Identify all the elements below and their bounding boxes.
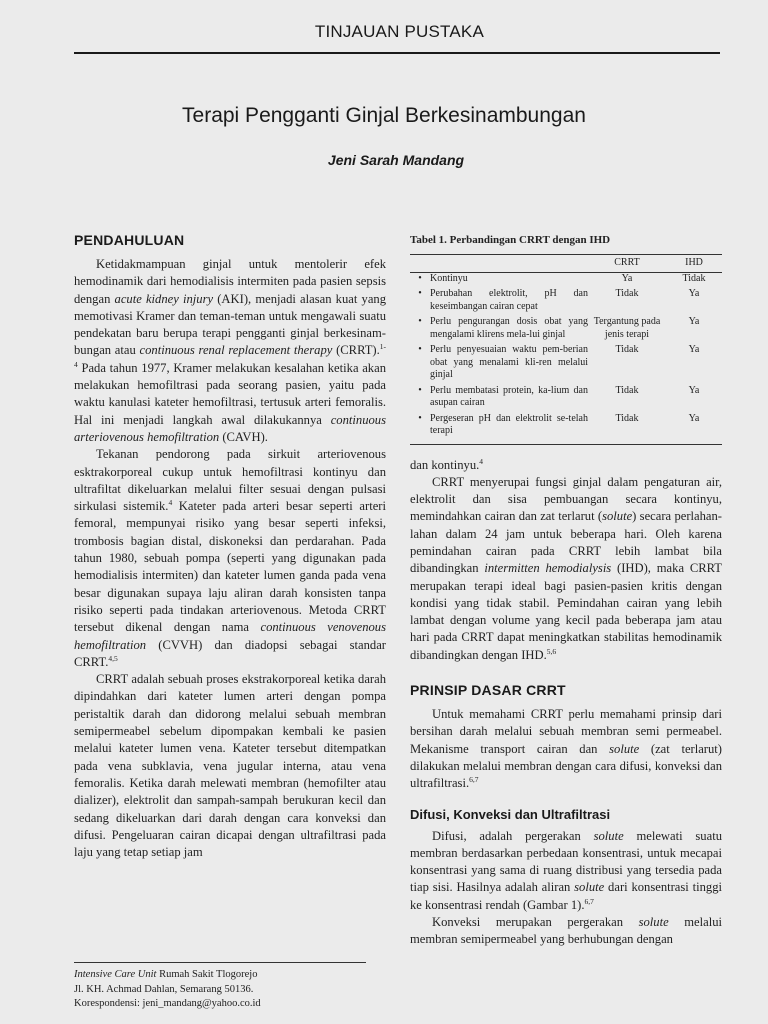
table-cell-crrt: Tidak — [615, 288, 639, 299]
table-row — [410, 385, 722, 413]
paragraph-konveksi: Konveksi merupakan pergerakan solute melalui membran semipermeabel yang berhubungan dengan — [410, 915, 722, 947]
citation: 4,5 — [108, 653, 118, 663]
table-cell-item — [410, 288, 588, 316]
right-column — [410, 232, 722, 949]
heading-prinsip: PRINSIP DASAR CRRT — [410, 682, 566, 699]
table-header-row — [410, 255, 722, 273]
citation: 1-4 — [74, 342, 386, 369]
table-caption: Tabel 1. Perbandingan CRRT dengan IHD — [410, 234, 611, 246]
left-column — [74, 232, 386, 861]
subheading-difusi: Difusi, Konveksi dan Ultrafiltrasi — [410, 806, 611, 822]
table-item-text: Kontinyu — [430, 272, 468, 284]
bullet-icon: • — [418, 384, 422, 396]
footnote-rule — [74, 962, 366, 963]
table-item-text: Perubahan elektrolit, pH dan keseimbangan cairan cepat — [430, 288, 588, 312]
table-row — [410, 288, 722, 316]
table-row — [410, 316, 722, 344]
table-cell-ihd: Ya — [688, 288, 700, 299]
bullet-icon: • — [418, 316, 422, 327]
table-cell-crrt: Tergantung pada jenis terapi — [593, 316, 661, 340]
bullet-icon: • — [418, 288, 422, 299]
heading-pendahuluan: PENDAHULUAN — [74, 232, 185, 248]
table-item-text: Perlu pengurangan dosis obat yang mengalami klirens mela-lui ginjal — [430, 316, 588, 340]
table-cell-crrt: Tidak — [615, 344, 639, 355]
bullet-icon: • — [418, 272, 422, 284]
paragraph-crrt-function: CRRT menyerupai fungsi ginjal dalam pengaturan air, elektrolit dan sisa pembuangan secara kontinyu, memindahkan cairan dan zat terlarut (solute) secara perlahan-lahan dalam 24 jam untuk beberapa hari. Oleh karena pemindahan cairan pada CRRT lebih lambat bila dibandingkan intermitten hemodialysis (IHD), maka CRRT merupakan terapi ideal bagi pasien-pasien kritis dengan kondisi yang tidak stabil. Pemindahan cairan yang lebih lambat dengan volume yang kecil pada beberapa jam atau hari pada CRRT dapat meningkatkan stabilitas hemodinamik dibandingkan dengan IHD.$^{5,6}$ — [410, 474, 722, 662]
comparison-table — [410, 254, 722, 445]
citation: 5,6 — [546, 646, 557, 656]
table-cell-item — [410, 344, 588, 385]
header-rule — [74, 52, 720, 54]
citation: 4 — [168, 497, 173, 507]
bullet-icon: • — [418, 412, 422, 424]
table-cell-item — [410, 413, 588, 445]
table-cell-ihd: Ya — [666, 413, 722, 445]
table-cell-item — [410, 316, 588, 344]
footnote-line-2: Jl. KH. Achmad Dahlan, Semarang 50136. — [74, 983, 254, 995]
table-cell-ihd: Ya — [688, 384, 700, 396]
paragraph-intro-2: Tekanan pendorong pada sirkuit arteriovenous esktrakorporeal cukup untuk hemofiltrasi kontinyu dan ultrafiltat dikeluarkan melalui filter sesuai dengan pulsasi sirkulasi sistemik.$^4$ Kateter pada arteri besar seperti arteri femoral, mempunyai risiko yang besar seperti infeksi, trombosis bagian distal, diskoneksi dan perdarahan. Pada tahun 1980, sebuah pompa (seperti yang digunakan pada hemodialisis intermiten) dan kateter lumen ganda pada vena besar digunakan supaya laju aliran darah konsisten tanpa risiko seperti pada tindakan arteriovenous. Metoda CRRT tersebut dikenal dengan nama continuous venovenous hemofiltration (CVVH) dan diadopsi sebagai standar CRRT.$^{4,5}$ — [74, 447, 386, 669]
table-cell-ihd: Tidak — [682, 272, 706, 284]
table-row — [410, 413, 722, 445]
table-cell-item — [410, 272, 588, 288]
table-cell-item — [410, 385, 588, 413]
paragraph-difusi: Difusi, adalah pergerakan solute melewati suatu membran berdasarkan perbedaan konsentrasi, untuk mecapai konsentrasi yang sama di ruang distribusi yang tersedia pada tiap sisi. Hasilnya adalah aliran solute dari konsentrasi tinggi ke konsentrasi rendah (Gambar 1).$^{6,7}$ — [410, 828, 722, 912]
bullet-icon: • — [418, 344, 422, 355]
footnote-line-3: Korespondensi: jeni_mandang@yahoo.co.id — [74, 998, 261, 1009]
table-item-text: Perlu membatasi protein, ka-lium dan asupan cairan — [430, 384, 588, 408]
table-cell-crrt: Tidak — [615, 384, 639, 396]
table-cell-crrt: Ya — [621, 272, 633, 284]
footnote-line-1: Intensive Care Unit Rumah Sakit Tlogorejo — [74, 969, 258, 980]
section-label: TINJAUAN PUSTAKA — [314, 22, 484, 41]
table-row — [410, 344, 722, 385]
col-header-crrt: CRRT — [588, 255, 666, 273]
paragraph-continued: dan kontinyu.$^4$ — [410, 456, 484, 472]
article-title: Terapi Pengganti Ginjal Berkesinambungan — [182, 104, 586, 127]
table-cell-crrt: Tidak — [588, 413, 666, 445]
article-author: Jeni Sarah Mandang — [327, 152, 465, 168]
paragraph-intro-3: CRRT adalah sebuah proses ekstrakorporeal ketika darah dipindahkan dari kateter lumen arteri dengan pompa peristaltik darah dan didorong melalui sebuah membran semipermeabel sebelum dipompakan kembali ke pasien melalui kateter lumen vena. Kateter tersebut ditempatkan pada vena subklavia, vena jugular interna, atau vena femoralis. Ketika darah melewati membran (hemofilter atau dializer), elektrolit dan sampah-sampah berukuran kecil dan sedang dikeluarkan dari darah dengan cara konveksi dan difusi. Pengeluaran cairan dicapai dengan ultrafiltrasi pada laju yang tetap setiap jam — [74, 672, 386, 860]
table-item-text: Pergeseran pH dan elektrolit se-telah terapi — [430, 412, 588, 436]
affiliation-footnote — [74, 968, 374, 1012]
citation: 4 — [479, 456, 484, 466]
citation: 6,7 — [584, 896, 594, 906]
paragraph-prinsip: Untuk memahami CRRT perlu memahami prinsip dari bersihan darah melalui sebuah membran semi permeabel. Mekanisme transport cairan dan solute (zat terlarut) dilakukan melalui membran dengan cara difusi, konveksi dan ultrafiltrasi.$^{6,7}$ — [410, 707, 722, 791]
table-cell-ihd: Ya — [688, 316, 700, 327]
table-cell-ihd: Ya — [688, 344, 700, 355]
paragraph-intro-1: Ketidakmampuan ginjal untuk mentolerir efek hemodinamik dari hemodialisis intermiten pada pasien sepsis dengan acute kidney injury (AKI), menjadi alasan kuat yang memotivasi Kramer dan teman-teman untuk mengawali suatu pendekatan baru berupa terapi pengganti ginjal berkesinam-bungan atau continuous renal replacement therapy (CRRT).$^{1-4}$ Pada tahun 1977, Kramer melakukan kesalahan ketika akan melakukan hemofiltrasi pada seorang pasien, yaitu pada waktu kanulasi kateter hemofiltrasi, tertusuk arteri femoralis. Hal ini menjadi langkah awal dilakukannya continuous arteriovenous hemofiltration (CAVH). — [74, 257, 387, 444]
table-item-text: Perlu penyesuaian waktu pem-berian obat yang menalami kli-ren melalui ginjal — [430, 344, 588, 380]
citation: 6,7 — [469, 775, 479, 785]
col-header-ihd: IHD — [666, 255, 722, 273]
table-row — [410, 272, 722, 288]
